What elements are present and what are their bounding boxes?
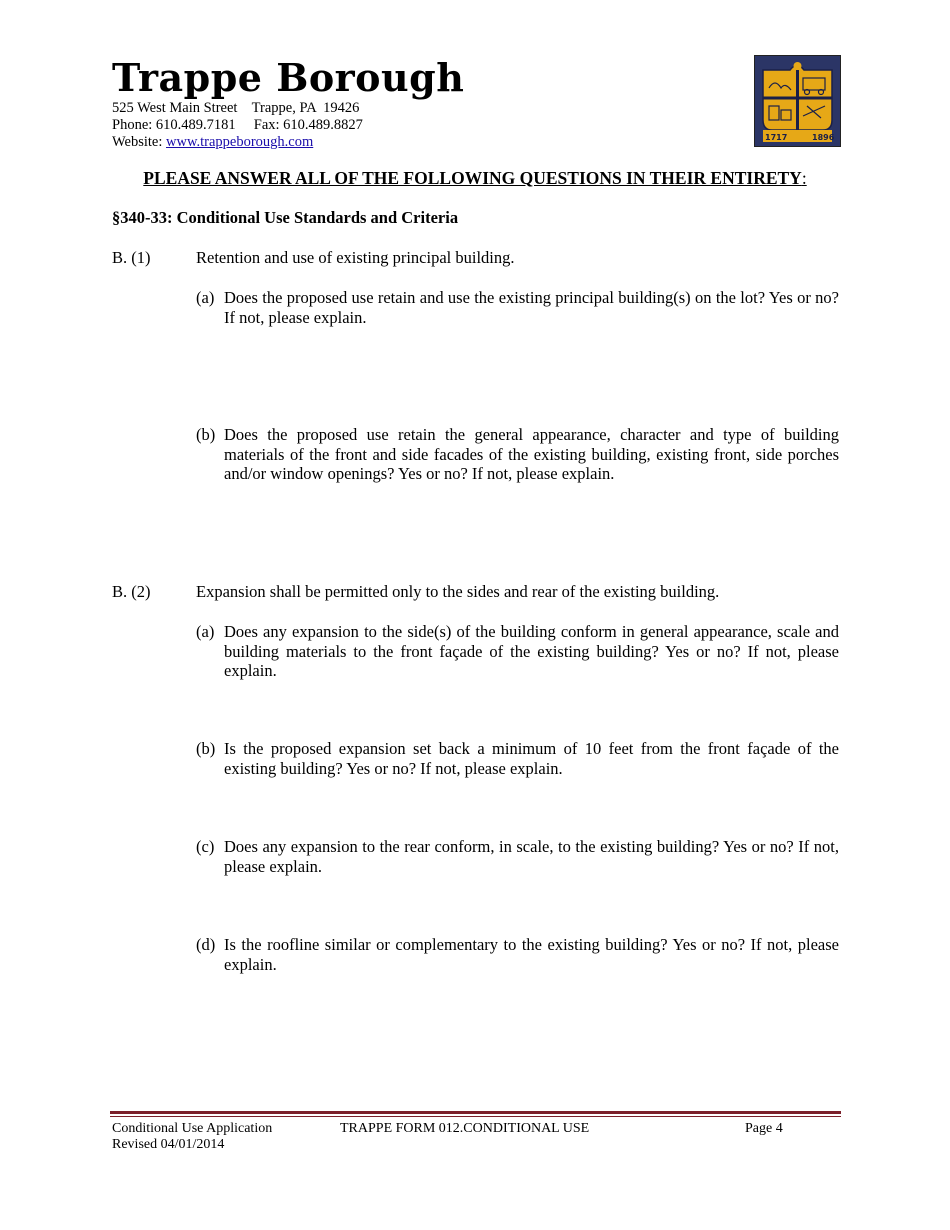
seal-year-left: 1717	[765, 133, 788, 142]
borough-seal-logo	[754, 55, 841, 147]
website-prefix: Website:	[112, 134, 166, 150]
question-item	[196, 622, 839, 681]
website-link[interactable]: www.trappeborough.com	[166, 134, 314, 150]
question-text: Does any expansion to the side(s) of the building conform in general appearance, scale and building materials to the front façade of the existing building? Yes or no? If not, please explain.	[224, 622, 839, 680]
question-letter: (b)	[196, 739, 216, 758]
footer-form-code: TRAPPE FORM 012.CONDITIONAL USE	[340, 1121, 590, 1136]
question-text: Does any expansion to the rear conform, in scale, to the existing building? Yes or no? If not, please explain.	[224, 837, 839, 876]
footer-rule-thin	[110, 1116, 841, 1117]
question-text: Does the proposed use retain and use the existing principal building(s) on the lot? Yes or no? If not, please explain.	[224, 288, 839, 327]
question-letter: (b)	[196, 425, 216, 444]
section-heading: §340-33: Conditional Use Standards and Criteria	[112, 208, 459, 227]
item-label: B. (2)	[112, 582, 151, 601]
borough-title: Trappe Borough	[112, 55, 465, 100]
question-letter: (a)	[196, 622, 215, 641]
question-letter: (d)	[196, 935, 216, 954]
address-line: 525 West Main Street Trappe, PA 19426	[112, 100, 360, 116]
footer-revised-date: Revised 04/01/2014	[112, 1137, 225, 1152]
footer-form-name: Conditional Use Application	[112, 1121, 273, 1136]
phone-fax-line: Phone: 610.489.7181 Fax: 610.489.8827	[112, 117, 363, 133]
question-letter: (c)	[196, 837, 215, 856]
seal-icon	[755, 56, 840, 146]
question-item	[196, 739, 839, 778]
website-line	[112, 134, 313, 151]
footer-rule	[110, 1111, 841, 1114]
instruction-heading: PLEASE ANSWER ALL OF THE FOLLOWING QUESTIONS IN THEIR ENTIRETY:	[143, 168, 807, 188]
item-text: Expansion shall be permitted only to the sides and rear of the existing building.	[196, 582, 720, 601]
question-text: Is the roofline similar or complementary to the existing building? Yes or no? If not, please explain.	[224, 935, 839, 974]
question-letter: (a)	[196, 288, 215, 307]
seal-year-right: 1896	[812, 133, 835, 142]
item-label: B. (1)	[112, 248, 151, 267]
question-item	[196, 288, 839, 327]
question-item	[196, 935, 839, 974]
question-item	[196, 425, 839, 484]
question-item	[196, 837, 839, 876]
question-text: Does the proposed use retain the general appearance, character and type of building materials of the front and side facades of the existing building, existing front, side porches and/or window openings? Yes or no? If not, please explain.	[224, 425, 839, 483]
question-text: Is the proposed expansion set back a minimum of 10 feet from the front façade of the existing building? Yes or no? If not, please explain.	[224, 739, 839, 778]
footer-page-number: Page 4	[745, 1121, 783, 1136]
item-text: Retention and use of existing principal building.	[196, 248, 515, 267]
